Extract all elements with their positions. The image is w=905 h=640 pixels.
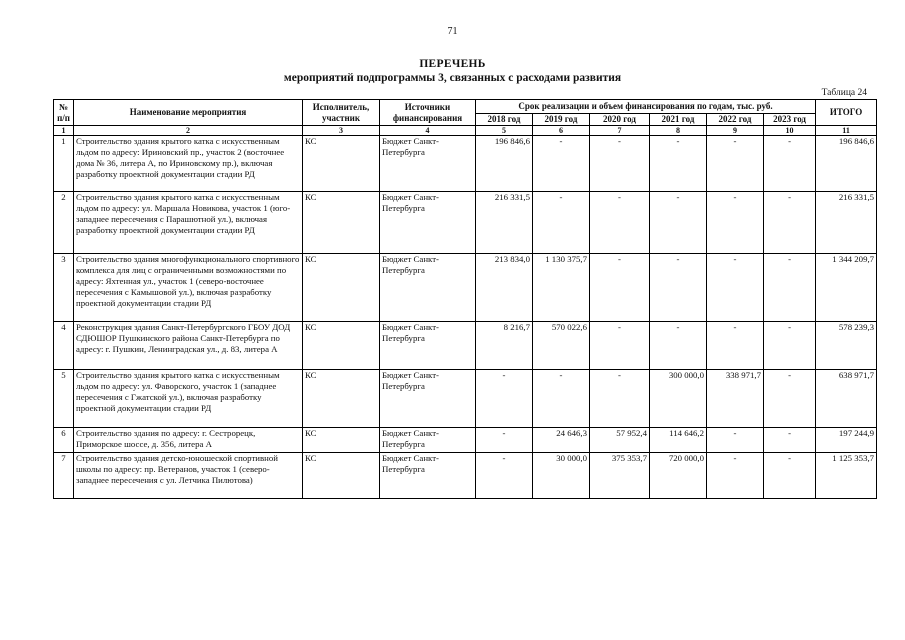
year-value: - bbox=[650, 136, 707, 192]
year-value: - bbox=[764, 136, 816, 192]
funding-source: Бюджет Санкт-Петербурга bbox=[380, 453, 476, 499]
year-value: 30 000,0 bbox=[533, 453, 590, 499]
column-number: 3 bbox=[303, 126, 380, 136]
measure-name: Строительство здания крытого катка с искусственным льдом по адресу: ул. Маршала Новикова, участок 1 (юго-западнее пересечения с Парашютной ул.), включая разработку проектной документации стадии РД bbox=[74, 192, 303, 254]
row-number: 2 bbox=[54, 192, 74, 254]
row-total: 196 846,6 bbox=[816, 136, 877, 192]
year-value: - bbox=[590, 192, 650, 254]
document-title: ПЕРЕЧЕНЬ bbox=[419, 58, 486, 70]
executor: КС bbox=[303, 370, 380, 428]
row-number: 5 bbox=[54, 370, 74, 428]
header-year: 2019 год bbox=[533, 114, 590, 126]
row-number: 1 bbox=[54, 136, 74, 192]
year-value: - bbox=[764, 192, 816, 254]
column-number: 5 bbox=[476, 126, 533, 136]
header-name: Наименование мероприятия bbox=[74, 100, 303, 126]
year-value: - bbox=[650, 254, 707, 322]
header-year: 2020 год bbox=[590, 114, 650, 126]
measure-name: Строительство здания по адресу: г. Сестрорецк, Приморское шоссе, д. 356, литера А bbox=[74, 428, 303, 453]
year-value: - bbox=[650, 192, 707, 254]
year-value: 196 846,6 bbox=[476, 136, 533, 192]
header-no: № п/п bbox=[54, 100, 74, 126]
column-number: 7 bbox=[590, 126, 650, 136]
year-value: 570 022,6 bbox=[533, 322, 590, 370]
column-number: 11 bbox=[816, 126, 877, 136]
row-total: 216 331,5 bbox=[816, 192, 877, 254]
year-value: - bbox=[476, 428, 533, 453]
year-value: - bbox=[707, 428, 764, 453]
year-value: - bbox=[707, 453, 764, 499]
table-label: Таблица 24 bbox=[821, 88, 867, 98]
header-sources: Источники финансирования bbox=[380, 100, 476, 126]
measure-name: Строительство здания крытого катка с искусственным льдом по адресу: ул. Фаворского, участок 1 (западнее пересечения с Гжатской ул.), включая разработку проектной документации стадии РД bbox=[74, 370, 303, 428]
year-value: 114 646,2 bbox=[650, 428, 707, 453]
table-body bbox=[54, 136, 877, 499]
funding-source: Бюджет Санкт-Петербурга bbox=[380, 428, 476, 453]
table-row bbox=[54, 192, 877, 254]
year-value: - bbox=[590, 322, 650, 370]
year-value: - bbox=[707, 254, 764, 322]
year-value: 720 000,0 bbox=[650, 453, 707, 499]
column-numbers-row bbox=[54, 126, 877, 136]
header-year: 2021 год bbox=[650, 114, 707, 126]
column-number: 2 bbox=[74, 126, 303, 136]
row-total: 1 344 209,7 bbox=[816, 254, 877, 322]
year-value: - bbox=[533, 192, 590, 254]
executor: КС bbox=[303, 192, 380, 254]
year-value: 338 971,7 bbox=[707, 370, 764, 428]
row-number: 3 bbox=[54, 254, 74, 322]
funding-source: Бюджет Санкт-Петербурга bbox=[380, 370, 476, 428]
executor: КС bbox=[303, 322, 380, 370]
year-value: - bbox=[707, 136, 764, 192]
year-value: 213 834,0 bbox=[476, 254, 533, 322]
year-value: - bbox=[707, 192, 764, 254]
table-row bbox=[54, 254, 877, 322]
row-total: 578 239,3 bbox=[816, 322, 877, 370]
row-number: 4 bbox=[54, 322, 74, 370]
year-value: - bbox=[764, 370, 816, 428]
header-year: 2023 год bbox=[764, 114, 816, 126]
year-value: - bbox=[764, 428, 816, 453]
funding-source: Бюджет Санкт-Петербурга bbox=[380, 136, 476, 192]
year-value: 300 000,0 bbox=[650, 370, 707, 428]
row-number: 7 bbox=[54, 453, 74, 499]
funding-source: Бюджет Санкт-Петербурга bbox=[380, 254, 476, 322]
executor: КС bbox=[303, 453, 380, 499]
year-value: - bbox=[764, 254, 816, 322]
document-subtitle: мероприятий подпрограммы 3, связанных с расходами развития bbox=[283, 72, 622, 84]
executor: КС bbox=[303, 428, 380, 453]
year-value: - bbox=[764, 322, 816, 370]
row-total: 197 244,9 bbox=[816, 428, 877, 453]
table-row bbox=[54, 428, 877, 453]
year-value: - bbox=[590, 136, 650, 192]
funding-source: Бюджет Санкт-Петербурга bbox=[380, 192, 476, 254]
column-number: 6 bbox=[533, 126, 590, 136]
year-value: 375 353,7 bbox=[590, 453, 650, 499]
column-number: 1 bbox=[54, 126, 74, 136]
year-value: - bbox=[590, 370, 650, 428]
table-row bbox=[54, 370, 877, 428]
year-value: 57 952,4 bbox=[590, 428, 650, 453]
header-period-group: Срок реализации и объем финансирования по годам, тыс. руб. bbox=[476, 100, 816, 114]
table-row bbox=[54, 322, 877, 370]
year-value: - bbox=[476, 370, 533, 428]
header-total: ИТОГО bbox=[816, 100, 877, 126]
column-number: 10 bbox=[764, 126, 816, 136]
executor: КС bbox=[303, 136, 380, 192]
row-total: 1 125 353,7 bbox=[816, 453, 877, 499]
header-year: 2022 год bbox=[707, 114, 764, 126]
funding-source: Бюджет Санкт-Петербурга bbox=[380, 322, 476, 370]
year-value: - bbox=[650, 322, 707, 370]
header-year: 2018 год bbox=[476, 114, 533, 126]
measure-name: Реконструкция здания Санкт-Петербургского ГБОУ ДОД СДЮШОР Пушкинского района Санкт-Петербурга по адресу: г. Пушкин, Ленинградская ул., д. 83, литера А bbox=[74, 322, 303, 370]
row-total: 638 971,7 bbox=[816, 370, 877, 428]
page-number: 71 bbox=[447, 26, 458, 37]
year-value: - bbox=[476, 453, 533, 499]
year-value: 24 646,3 bbox=[533, 428, 590, 453]
measure-name: Строительство здания многофункционального спортивного комплекса для лиц с ограниченными возможностями по адресу: Яхтенная ул., участок 1 (северо-восточнее пересечения с Камышовой ул.), включая разработку проектной документации стадии РД bbox=[74, 254, 303, 322]
year-value: - bbox=[533, 136, 590, 192]
table-row bbox=[54, 453, 877, 499]
executor: КС bbox=[303, 254, 380, 322]
column-number: 4 bbox=[380, 126, 476, 136]
measure-name: Строительство здания детско-юношеской спортивной школы по адресу: пр. Ветеранов, участок 1 (северо-западнее пересечения с ул. Летчика Пилютова) bbox=[74, 453, 303, 499]
year-value: - bbox=[533, 370, 590, 428]
year-value: 1 130 375,7 bbox=[533, 254, 590, 322]
year-value: - bbox=[590, 254, 650, 322]
year-value: 216 331,5 bbox=[476, 192, 533, 254]
column-number: 8 bbox=[650, 126, 707, 136]
measures-table bbox=[53, 99, 877, 499]
year-value: - bbox=[707, 322, 764, 370]
header-executor: Исполнитель, участник bbox=[303, 100, 380, 126]
column-number: 9 bbox=[707, 126, 764, 136]
row-number: 6 bbox=[54, 428, 74, 453]
table-row bbox=[54, 136, 877, 192]
measure-name: Строительство здания крытого катка с искусственным льдом по адресу: Ириновский пр., участок 2 (восточнее дома № 36, литера А, по Ириновскому пр.), включая разработку проектной документации стадии РД bbox=[74, 136, 303, 192]
year-value: 8 216,7 bbox=[476, 322, 533, 370]
year-value: - bbox=[764, 453, 816, 499]
